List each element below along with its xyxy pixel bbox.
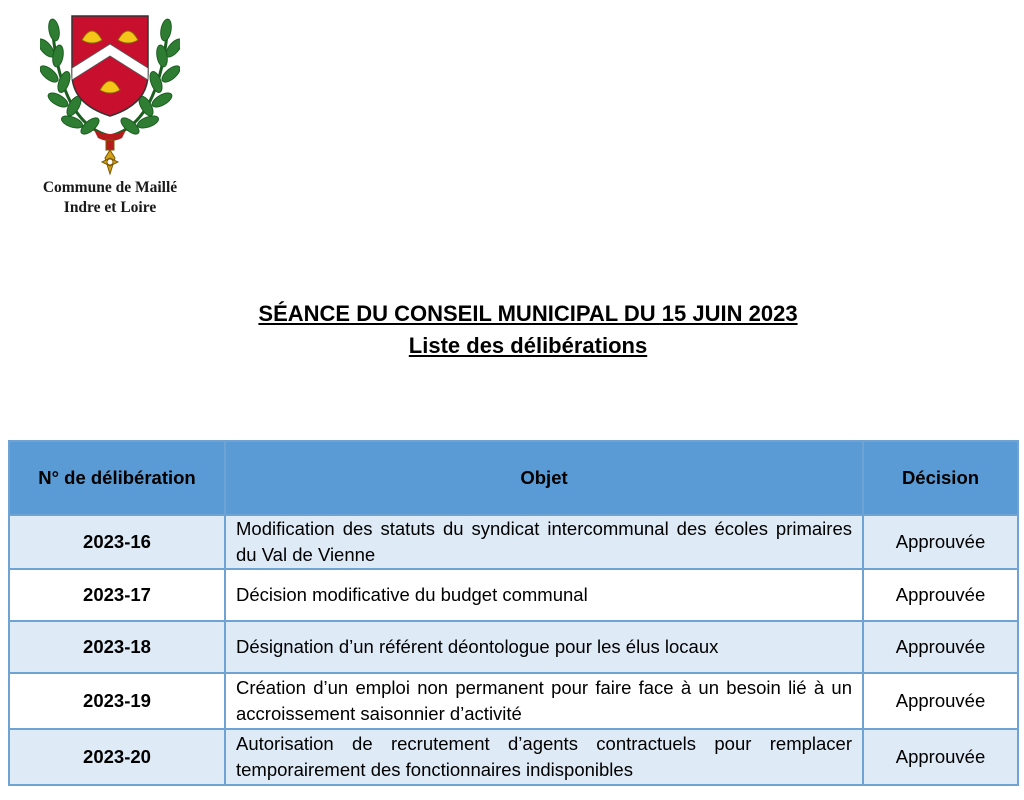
deliberation-object: Autorisation de recrutement d’agents contractuels pour remplacer temporairement des fonctionnaires indisponibles bbox=[225, 729, 863, 785]
deliberations-table bbox=[8, 440, 1019, 786]
column-header-decision: Décision bbox=[863, 441, 1018, 515]
commune-logo bbox=[20, 4, 200, 219]
table-row bbox=[9, 515, 1018, 569]
deliberation-number: 2023-19 bbox=[9, 673, 225, 729]
deliberation-number: 2023-18 bbox=[9, 621, 225, 673]
deliberation-decision: Approuvée bbox=[863, 673, 1018, 729]
title-line-2: Liste des délibérations bbox=[408, 333, 648, 358]
commune-name-line2: Indre et Loire bbox=[63, 199, 157, 216]
table-row bbox=[9, 729, 1018, 785]
deliberation-decision: Approuvée bbox=[863, 729, 1018, 785]
table-row bbox=[9, 673, 1018, 729]
commune-name bbox=[20, 178, 200, 218]
deliberation-decision: Approuvée bbox=[863, 621, 1018, 673]
table-row bbox=[9, 621, 1018, 673]
column-header-number: N° de délibération bbox=[9, 441, 225, 515]
table-header-row bbox=[9, 441, 1018, 515]
commune-name-line1: Commune de Maillé bbox=[42, 179, 178, 196]
deliberation-object: Modification des statuts du syndicat intercommunal des écoles primaires du Val de Vienne bbox=[225, 515, 863, 569]
deliberation-decision: Approuvée bbox=[863, 515, 1018, 569]
document-title bbox=[0, 298, 1024, 362]
medal-icon bbox=[102, 140, 118, 174]
title-line-1: SÉANCE DU CONSEIL MUNICIPAL DU 15 JUIN 2023 bbox=[258, 301, 798, 326]
deliberation-number: 2023-16 bbox=[9, 515, 225, 569]
deliberation-number: 2023-20 bbox=[9, 729, 225, 785]
deliberation-object: Création d’un emploi non permanent pour faire face à un besoin lié à un accroissement saisonnier d’activité bbox=[225, 673, 863, 729]
deliberation-object: Désignation d’un référent déontologue pour les élus locaux bbox=[225, 621, 863, 673]
column-header-object: Objet bbox=[225, 441, 863, 515]
deliberation-decision: Approuvée bbox=[863, 569, 1018, 621]
deliberation-object: Décision modificative du budget communal bbox=[225, 569, 863, 621]
deliberation-number: 2023-17 bbox=[9, 569, 225, 621]
coat-of-arms-icon bbox=[40, 4, 180, 176]
table-row bbox=[9, 569, 1018, 621]
